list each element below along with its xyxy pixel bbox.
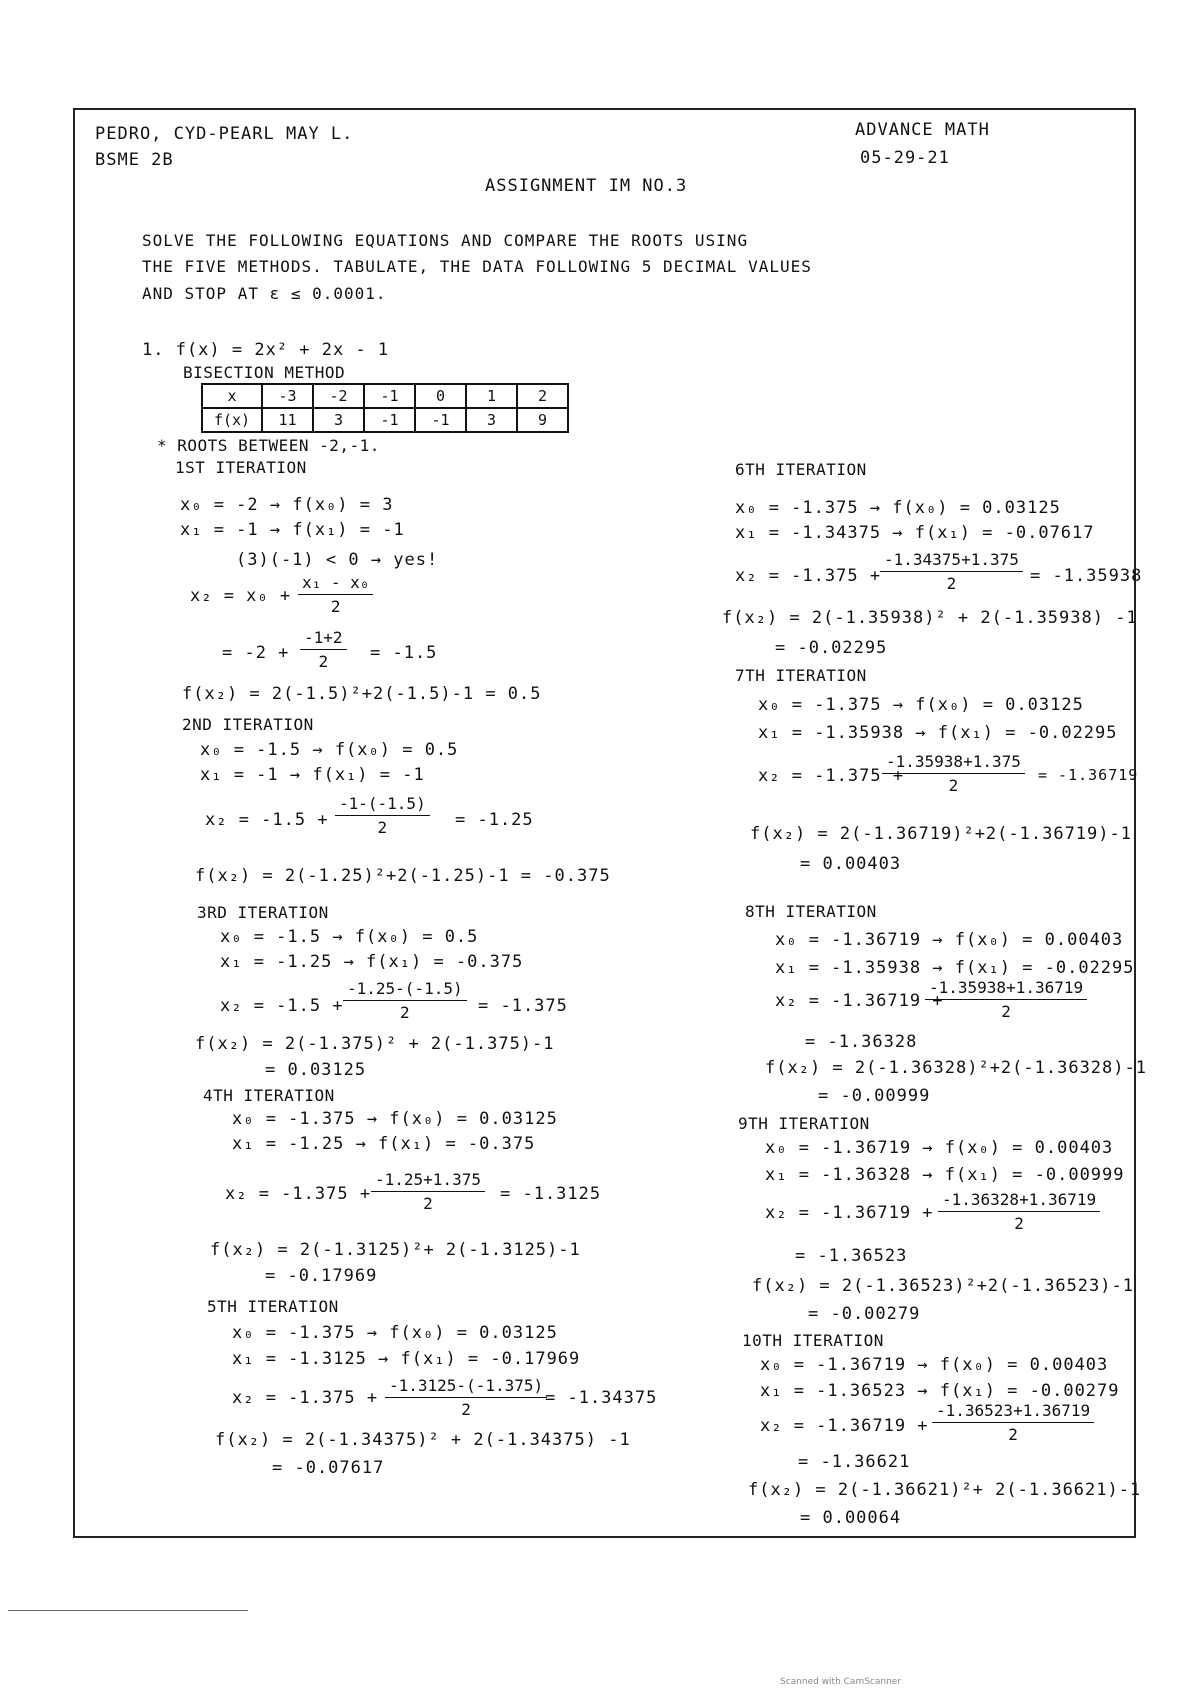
iteration-10-x1: x₁ = -1.36523 → f(x₁) = -0.00279: [760, 1381, 1120, 1401]
equation: 1. f(x) = 2x² + 2x - 1: [142, 340, 390, 360]
table-cell: -2: [313, 384, 364, 408]
table-cell: 3: [313, 408, 364, 432]
iteration-2-result: = -1.25: [455, 810, 534, 830]
values-table: [201, 383, 569, 433]
iteration-1-check: (3)(-1) < 0 → yes!: [236, 550, 439, 570]
iteration-5-lhs: x₂ = -1.375 +: [232, 1388, 379, 1408]
iteration-7-heading: 7TH ITERATION: [735, 666, 867, 685]
iteration-5-x0: x₀ = -1.375 → f(x₀) = 0.03125: [232, 1323, 558, 1343]
iteration-3-lhs: x₂ = -1.5 +: [220, 996, 344, 1016]
iteration-9-x0: x₀ = -1.36719 → f(x₀) = 0.00403: [765, 1138, 1114, 1158]
iteration-5-fraction: [385, 1378, 547, 1418]
iteration-6-lhs: x₂ = -1.375 +: [735, 566, 882, 586]
fraction-denominator: 2: [399, 1003, 410, 1022]
iteration-1-formula-lhs: x₂ = x₀ +: [190, 586, 292, 606]
table-cell: -1: [364, 408, 415, 432]
fraction-denominator: 2: [1014, 1214, 1024, 1233]
fraction-numerator: -1.34375+1.375: [880, 552, 1023, 572]
iteration-3-fx: f(x₂) = 2(-1.375)² + 2(-1.375)-1: [195, 1034, 555, 1054]
iteration-4-x1: x₁ = -1.25 → f(x₁) = -0.375: [232, 1134, 536, 1154]
iteration-7-fx-value: = 0.00403: [800, 854, 902, 874]
iteration-5-fx-value: = -0.07617: [272, 1458, 385, 1478]
iteration-7-fx: f(x₂) = 2(-1.36719)²+2(-1.36719)-1: [750, 824, 1132, 844]
iteration-9-result: = -1.36523: [795, 1246, 908, 1266]
iteration-8-x0: x₀ = -1.36719 → f(x₀) = 0.00403: [775, 930, 1124, 950]
table-cell: 11: [262, 408, 313, 432]
iteration-7-x1: x₁ = -1.35938 → f(x₁) = -0.02295: [758, 723, 1118, 743]
iteration-3-fraction: [343, 981, 467, 1021]
iteration-1-sub-lhs: = -2 +: [222, 643, 290, 663]
iteration-4-fx: f(x₂) = 2(-1.3125)²+ 2(-1.3125)-1: [210, 1240, 581, 1260]
iteration-5-x1: x₁ = -1.3125 → f(x₁) = -0.17969: [232, 1349, 581, 1369]
iteration-7-fraction: [882, 754, 1025, 794]
fraction-numerator: x₁ - x₀: [298, 575, 373, 595]
iteration-6-fraction: [880, 552, 1023, 592]
iteration-10-heading: 10TH ITERATION: [742, 1331, 884, 1350]
student-name: PEDRO, CYD-PEARL MAY L.: [95, 124, 354, 144]
fraction-numerator: -1+2: [300, 630, 347, 650]
iteration-9-fx: f(x₂) = 2(-1.36523)²+2(-1.36523)-1: [752, 1276, 1134, 1296]
iteration-9-x1: x₁ = -1.36328 → f(x₁) = -0.00999: [765, 1165, 1125, 1185]
fraction-numerator: -1.36328+1.36719: [938, 1192, 1100, 1212]
iteration-2-x0: x₀ = -1.5 → f(x₀) = 0.5: [200, 740, 459, 760]
iteration-8-fx-value: = -0.00999: [818, 1086, 931, 1106]
date-label: 05-29-21: [860, 148, 950, 168]
table-row-x: [202, 384, 568, 408]
table-cell: -3: [262, 384, 313, 408]
subject-label: ADVANCE MATH: [855, 120, 990, 140]
method-title: BISECTION METHOD: [183, 363, 346, 382]
iteration-6-fx: f(x₂) = 2(-1.35938)² + 2(-1.35938) -1: [722, 608, 1138, 628]
iteration-3-fx-value: = 0.03125: [265, 1060, 367, 1080]
iteration-8-heading: 8TH ITERATION: [745, 902, 877, 921]
iteration-3-heading: 3RD ITERATION: [197, 903, 329, 922]
fraction-denominator: 2: [377, 818, 388, 837]
roots-note: * ROOTS BETWEEN -2,-1.: [157, 436, 380, 455]
fraction-numerator: -1.25+1.375: [371, 1172, 485, 1192]
iteration-5-fx: f(x₂) = 2(-1.34375)² + 2(-1.34375) -1: [215, 1430, 631, 1450]
iteration-10-fx: f(x₂) = 2(-1.36621)²+ 2(-1.36621)-1: [748, 1480, 1142, 1500]
iteration-8-lhs: x₂ = -1.36719 +: [775, 991, 944, 1011]
fraction-denominator: 2: [330, 597, 341, 616]
scan-edge-line: [8, 1610, 248, 1611]
table-cell: x: [202, 384, 262, 408]
iteration-1-x1: x₁ = -1 → f(x₁) = -1: [180, 520, 405, 540]
table-row-fx: [202, 408, 568, 432]
iteration-4-x0: x₀ = -1.375 → f(x₀) = 0.03125: [232, 1109, 558, 1129]
fraction-numerator: -1.35938+1.375: [882, 754, 1025, 774]
instructions-line-2: THE FIVE METHODS. TABULATE, THE DATA FOLLOWING 5 DECIMAL VALUES: [142, 257, 812, 276]
iteration-2-x1: x₁ = -1 → f(x₁) = -1: [200, 765, 425, 785]
assignment-title: ASSIGNMENT IM NO.3: [485, 176, 688, 196]
instructions-line-3: AND STOP AT ε ≤ 0.0001.: [142, 284, 387, 303]
iteration-4-fraction: [371, 1172, 485, 1212]
iteration-2-fx: f(x₂) = 2(-1.25)²+2(-1.25)-1 = -0.375: [195, 866, 611, 886]
iteration-3-x1: x₁ = -1.25 → f(x₁) = -0.375: [220, 952, 524, 972]
iteration-7-result: = -1.36719: [1038, 766, 1139, 784]
fraction-denominator: 2: [1008, 1425, 1018, 1444]
table-cell: 1: [466, 384, 517, 408]
iteration-10-fraction: [932, 1403, 1094, 1443]
fraction-denominator: 2: [1001, 1002, 1011, 1021]
iteration-1-formula-fraction: [298, 575, 373, 615]
iteration-10-result: = -1.36621: [798, 1452, 911, 1472]
fraction-numerator: -1.35938+1.36719: [925, 980, 1087, 1000]
iteration-10-lhs: x₂ = -1.36719 +: [760, 1416, 929, 1436]
iteration-4-heading: 4TH ITERATION: [203, 1086, 335, 1105]
iteration-6-result: = -1.35938: [1030, 566, 1143, 586]
fraction-denominator: 2: [946, 574, 957, 593]
iteration-1-x0: x₀ = -2 → f(x₀) = 3: [180, 495, 394, 515]
iteration-2-fraction: [335, 796, 430, 836]
table-cell: 0: [415, 384, 466, 408]
iteration-6-x0: x₀ = -1.375 → f(x₀) = 0.03125: [735, 498, 1061, 518]
iteration-9-lhs: x₂ = -1.36719 +: [765, 1203, 934, 1223]
fraction-denominator: 2: [461, 1400, 471, 1419]
fraction-numerator: -1-(-1.5): [335, 796, 430, 816]
scanner-watermark: Scanned with CamScanner: [780, 1677, 902, 1687]
fraction-numerator: -1.36523+1.36719: [932, 1403, 1094, 1423]
iteration-9-fx-value: = -0.00279: [808, 1304, 921, 1324]
table-cell: 2: [517, 384, 568, 408]
iteration-4-fx-value: = -0.17969: [265, 1266, 378, 1286]
iteration-9-heading: 9TH ITERATION: [738, 1114, 870, 1133]
iteration-1-sub-fraction: [300, 630, 347, 670]
table-cell: f(x): [202, 408, 262, 432]
iteration-3-result: = -1.375: [478, 996, 568, 1016]
fraction-denominator: 2: [318, 652, 329, 671]
iteration-4-result: = -1.3125: [500, 1184, 602, 1204]
iteration-7-x0: x₀ = -1.375 → f(x₀) = 0.03125: [758, 695, 1084, 715]
iteration-8-fraction: [925, 980, 1087, 1020]
iteration-10-fx-value: = 0.00064: [800, 1508, 902, 1528]
iteration-5-heading: 5TH ITERATION: [207, 1297, 339, 1316]
iteration-6-x1: x₁ = -1.34375 → f(x₁) = -0.07617: [735, 523, 1095, 543]
iteration-2-heading: 2ND ITERATION: [182, 715, 314, 734]
section-label: BSME 2B: [95, 150, 174, 170]
iteration-1-heading: 1ST ITERATION: [175, 458, 307, 477]
fraction-numerator: -1.25-(-1.5): [343, 981, 467, 1001]
iteration-8-fx: f(x₂) = 2(-1.36328)²+2(-1.36328)-1: [765, 1058, 1147, 1078]
iteration-5-result: = -1.34375: [545, 1388, 658, 1408]
iteration-6-fx-value: = -0.02295: [775, 638, 888, 658]
table-cell: 9: [517, 408, 568, 432]
table-cell: -1: [415, 408, 466, 432]
fraction-denominator: 2: [948, 776, 959, 795]
iteration-4-lhs: x₂ = -1.375 +: [225, 1184, 372, 1204]
iteration-8-result: = -1.36328: [805, 1032, 918, 1052]
fraction-denominator: 2: [423, 1194, 433, 1213]
instructions-line-1: SOLVE THE FOLLOWING EQUATIONS AND COMPARE THE ROOTS USING: [142, 231, 749, 250]
iteration-8-x1: x₁ = -1.35938 → f(x₁) = -0.02295: [775, 958, 1135, 978]
iteration-1-fx: f(x₂) = 2(-1.5)²+2(-1.5)-1 = 0.5: [182, 684, 542, 704]
iteration-1-sub-result: = -1.5: [370, 643, 438, 663]
table-cell: -1: [364, 384, 415, 408]
iteration-10-x0: x₀ = -1.36719 → f(x₀) = 0.00403: [760, 1355, 1109, 1375]
iteration-9-fraction: [938, 1192, 1100, 1232]
iteration-3-x0: x₀ = -1.5 → f(x₀) = 0.5: [220, 927, 479, 947]
iteration-2-lhs: x₂ = -1.5 +: [205, 810, 329, 830]
fraction-numerator: -1.3125-(-1.375): [385, 1378, 547, 1398]
iteration-7-lhs: x₂ = -1.375 +: [758, 766, 905, 786]
table-cell: 3: [466, 408, 517, 432]
iteration-6-heading: 6TH ITERATION: [735, 460, 867, 479]
